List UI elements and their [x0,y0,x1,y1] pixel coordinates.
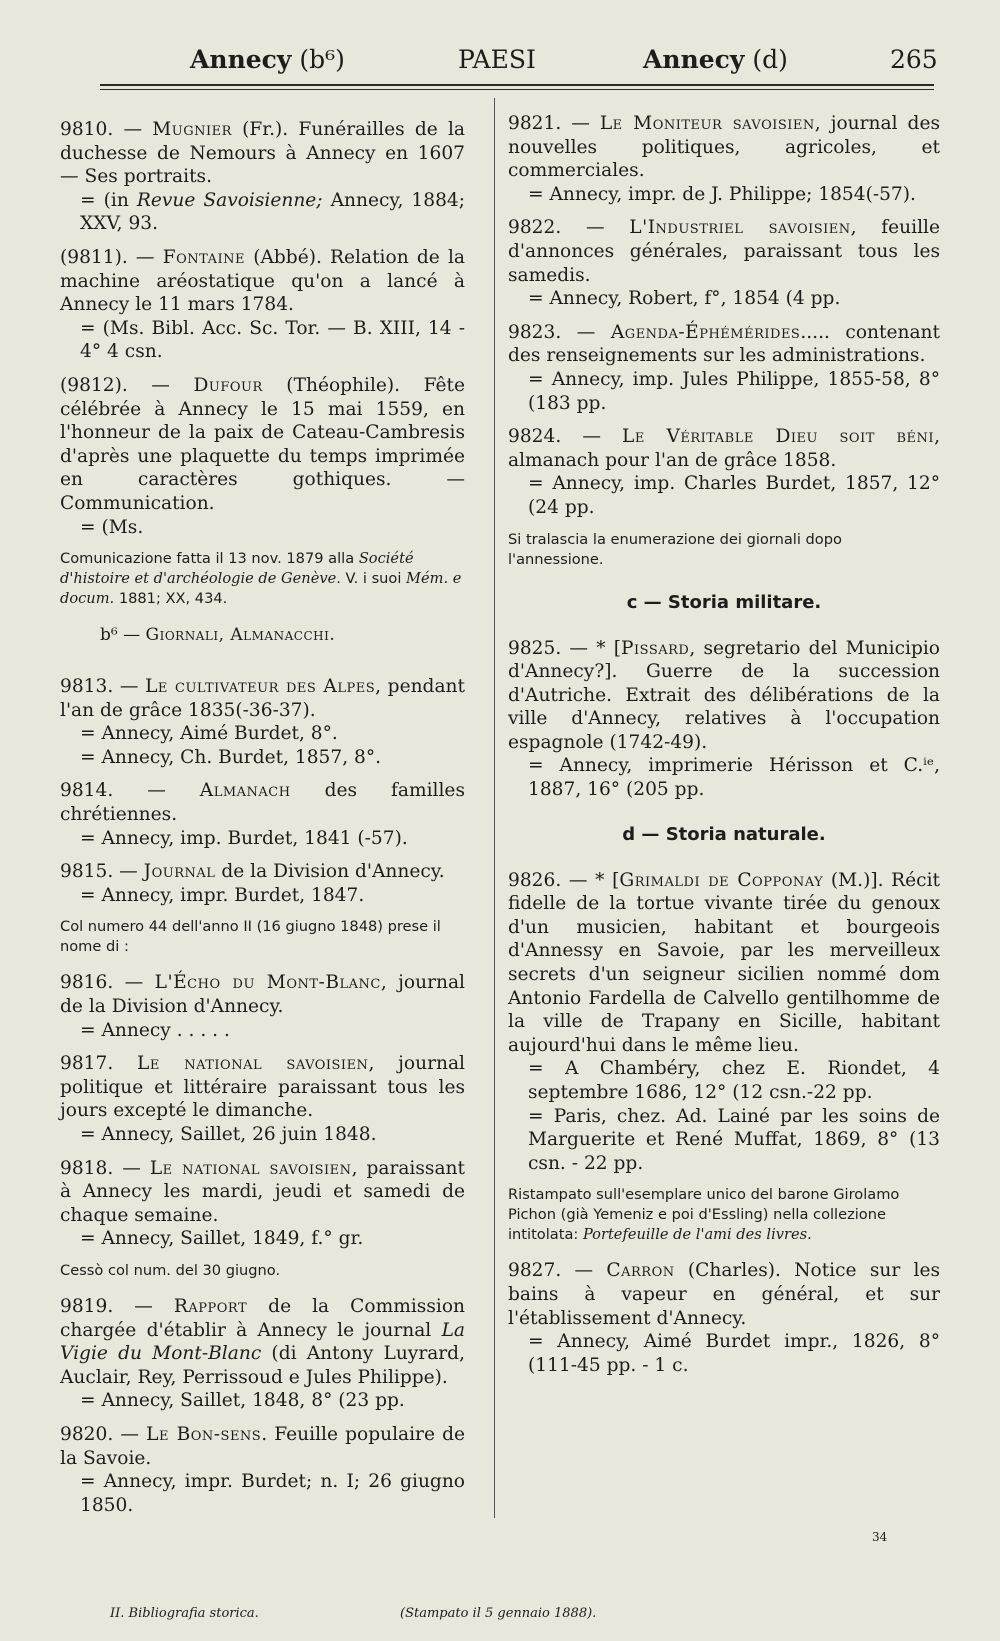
text-span: 9815. — [60,861,144,883]
text-span: Ristampato sull'esemplare unico del barone Girolamo Pichon (già Yemeniz e poi d'Essling) nella collezione intitolata: [508,1186,900,1244]
text-span: = Annecy, imprimerie Hérisson et C.ⁱᵉ, 1887, 16° (205 pp. [528,755,940,801]
text-span: 9826. — * [ [508,869,620,891]
text-span: Annecy, 1884; XXV, 93. [80,189,465,235]
text-span: , segretario del Municipio d'Annecy?]. Guerre de la succession d'Autriche. Extrait des délibérations de la ville d'Annecy, relatives à l'occupation espagnole (1742-49). [508,637,940,753]
text-span: Le Véritable Dieu soit béni [622,426,935,448]
text-span: de la Commission chargée d'établir à Annecy le journal [60,1295,465,1341]
text-span: Le national savoisien [137,1053,369,1075]
text-span: (9812). — [60,374,194,396]
text-span: , pendant l'an de grâce 1835(-36-37). [60,676,465,721]
text-span: 9813. — [60,676,146,698]
text-span: Carron [606,1260,675,1282]
text-span: Le national savoisien [149,1157,352,1179]
entry-9827 [508,1259,940,1377]
entry-9823 [508,321,940,415]
text-span: Le Moniteur savoisien [599,113,815,134]
section-storia-militare: c — Storia militare. [626,591,822,613]
subsection-b6 [100,625,465,645]
text-span: = Annecy, Aimé Burdet impr., 1826, 8° (111-45 pp. - 1 c. [528,1331,940,1376]
text-span: Le cultivateur des Alpes [145,676,376,698]
entry-9816 [60,971,465,1042]
left-column [60,118,465,1527]
column-divider [494,98,495,1518]
header-right [643,44,788,76]
text-span: Société d'histoire et d'archéologie de Genève [60,550,414,588]
header-left-place: Annecy [190,45,292,74]
text-span: = A Chambéry, chez E. Riondet, 4 septembre 1686, 12° (12 csn.-22 pp. [528,1058,940,1103]
header-left [190,44,345,76]
text-span: Pissard [621,637,690,659]
text-span: , journal des nouvelles politiques, agricoles, et commerciales. [508,113,940,182]
text-span: . V. i suoi [336,570,407,588]
entry-9826 [508,869,940,1176]
text-span: = (in [80,189,137,211]
text-span: La Vigie du Mont-Blanc [60,1319,465,1365]
text-span: (Abbé). Relation de la machine aréostatique qu'on a lancé à Annecy le 11 mars 1784. [60,246,465,316]
text-span: 9810. — [60,119,153,140]
text-span: 9825. — * [ [508,637,621,659]
section-storia-naturale: d — Storia naturale. [622,823,826,845]
text-span: = (Ms. [80,516,144,538]
text-span: = Annecy, Saillet, 26 juin 1848. [80,1124,377,1145]
text-span: 9824. — [508,426,623,448]
text-span: = Annecy, Robert, f°, 1854 (4 pp. [528,288,841,310]
text-span: , journal de la Division d'Annecy. [60,972,465,1018]
text-span: , feuille d'annonces générales, paraissant tous les samedis. [508,217,940,286]
text-span: 9820. — [60,1423,147,1445]
text-span: Grimaldi de Copponay [619,869,824,891]
page-number: 265 [890,45,938,74]
entry-9814 [60,779,465,850]
entry-9817 [60,1052,465,1146]
text-span: = Annecy, Saillet, 1848, 8° (23 pp. [80,1390,405,1412]
text-span: 1881; XX, 434. [114,590,228,608]
text-span: Mém. e docum. [60,570,462,608]
signature-mark: 34 [872,1530,888,1544]
header-right-place: Annecy [643,45,745,74]
text-span: (9811). — [60,246,163,268]
entry-9811 [60,246,465,364]
text-span: 9822. — [508,217,630,239]
entry-9821 [508,112,940,206]
entry-9810 [60,118,465,236]
text-span: , paraissant à Annecy les mardi, jeudi et samedi de chaque semaine. [60,1157,465,1226]
text-span: 9818. — [60,1157,150,1179]
text-span: Dufour [193,374,263,396]
note-9818: Cessò col num. del 30 giugno. [60,1261,281,1279]
text-span: = Annecy, imp. Burdet, 1841 (-57). [80,827,408,849]
text-span: = Annecy, impr. Burdet, 1847. [80,884,365,906]
imprint-line [60,189,465,236]
header-center: PAESI [458,45,536,74]
footer-left: II. Bibliografia storica. [110,1606,259,1621]
text-span: Giornali, Almanacchi. [145,625,336,646]
text-span: (M.)]. Récit fidelle de la tortue vivante tirée du genoux d'un musicien, habitant et bourgeois d'Annessy en Savoie, par les merveilleux secrets d'un seigneur sicilien nommé dom Antonio Fardella de Calvello gentilhomme de la ville de Trapany en Sicille, habitant aujourd'hui dans le même lieu. [508,869,941,1056]
entry-9825 [508,637,940,802]
text-span: 9816. — [60,972,155,994]
text-span: Mugnier [152,119,232,140]
text-span: = Paris, chez. Ad. Lainé par les soins de Marguerite et René Muffat, 1869, 8° (13 csn. - 22 pp. [528,1105,940,1174]
entry-9818 [60,1157,465,1251]
text-span: , almanach pour l'an de grâce 1858. [508,426,940,471]
text-span: Journal [143,861,216,883]
text-span: Le Bon-sens [146,1423,262,1445]
note-9824: Si tralascia la enumerazione dei giornali dopo l'annessione. [508,530,842,568]
text-span: (di Antony Luyrard, Auclair, Rey, Perrissoud e Jules Philippe). [60,1343,465,1388]
text-span: 9819. — [60,1295,174,1317]
text-span: = Annecy, impr. de J. Philippe; 1854(-57). [528,183,916,205]
note-9812 [60,549,465,609]
text-span: Revue Savoisienne; [136,189,323,211]
text-span: Comunicazione fatta il 13 nov. 1879 alla [60,550,359,568]
text-span: Almanach [199,780,291,802]
text-span: 9823. — [508,321,611,343]
header-right-section: (d) [752,45,788,74]
entry-9812 [60,374,465,539]
entry-9824 [508,425,940,519]
text-span: L'Écho du Mont-Blanc [154,972,381,994]
header-rule-thin [100,89,934,90]
text-span: 9814. — [60,780,200,802]
text-span: . Feuille populaire de la Savoie. [60,1423,465,1469]
entry-9813 [60,675,465,769]
text-span: (Théophile). Fête célébrée à Annecy le 15 mai 1559, en l'honneur de la paix de Cateau-Cambresis d'après une plaquette du temps imprimée en caractères gothiques. — Communication. [60,374,465,514]
text-span: = Annecy . . . . . [80,1019,230,1041]
text-span: Rapport [173,1295,248,1317]
text-span: = Annecy, imp. Jules Philippe, 1855-58, 8° (183 pp. [528,368,940,414]
right-column [508,112,940,1387]
text-span: Portefeuille de l'ami des livres. [582,1226,812,1244]
text-span: b⁶ — [100,625,146,646]
header-left-section: (b⁶) [299,45,345,74]
text-span: = Annecy, Saillet, 1849, f.° gr. [80,1228,364,1250]
text-span: Fontaine [162,246,246,268]
text-span: = (Ms. Bibl. Acc. Sc. Tor. — B. XIII, 14 - 4° 4 csn. [80,317,465,363]
footer-center: (Stampato il 5 gennaio 1888). [400,1606,597,1621]
text-span: (Fr.). Funérailles de la duchesse de Nemours à Annecy en 1607 — Ses portraits. [60,119,465,188]
text-span: 9821. — [508,113,600,134]
header-rule [100,84,934,86]
entry-9815 [60,860,465,907]
text-span: Agenda-Éphémérides [610,321,801,343]
entry-9819 [60,1295,465,1413]
note-9826 [508,1185,940,1245]
text-span: de la Division d'Annecy. [215,861,445,883]
text-span: 9817. [60,1053,138,1075]
text-span: L'Industriel savoisien [629,217,851,239]
text-span: = Annecy, imp. Charles Burdet, 1857, 12° (24 pp. [528,473,940,518]
text-span: = Annecy, impr. Burdet; n. I; 26 giugno 1850. [80,1471,465,1516]
text-span: , journal politique et littéraire paraissant tous les jours excepté le dimanche. [60,1053,465,1122]
text-span: 9827. — [508,1260,607,1282]
text-span: = Annecy, Ch. Burdet, 1857, 8°. [80,746,382,768]
text-span: (Charles). Notice sur les bains à vapeur en général, et sur l'établissement d'Annecy. [508,1260,940,1329]
text-span: des familles chrétiennes. [60,780,465,826]
entry-9820 [60,1423,465,1517]
text-span: ..... contenant des renseignements sur les administrations. [508,321,940,367]
entry-9822 [508,216,940,310]
text-span: = Annecy, Aimé Burdet, 8°. [80,723,338,745]
note-9815: Col numero 44 dell'anno II (16 giugno 1848) prese il nome di : [60,918,441,956]
